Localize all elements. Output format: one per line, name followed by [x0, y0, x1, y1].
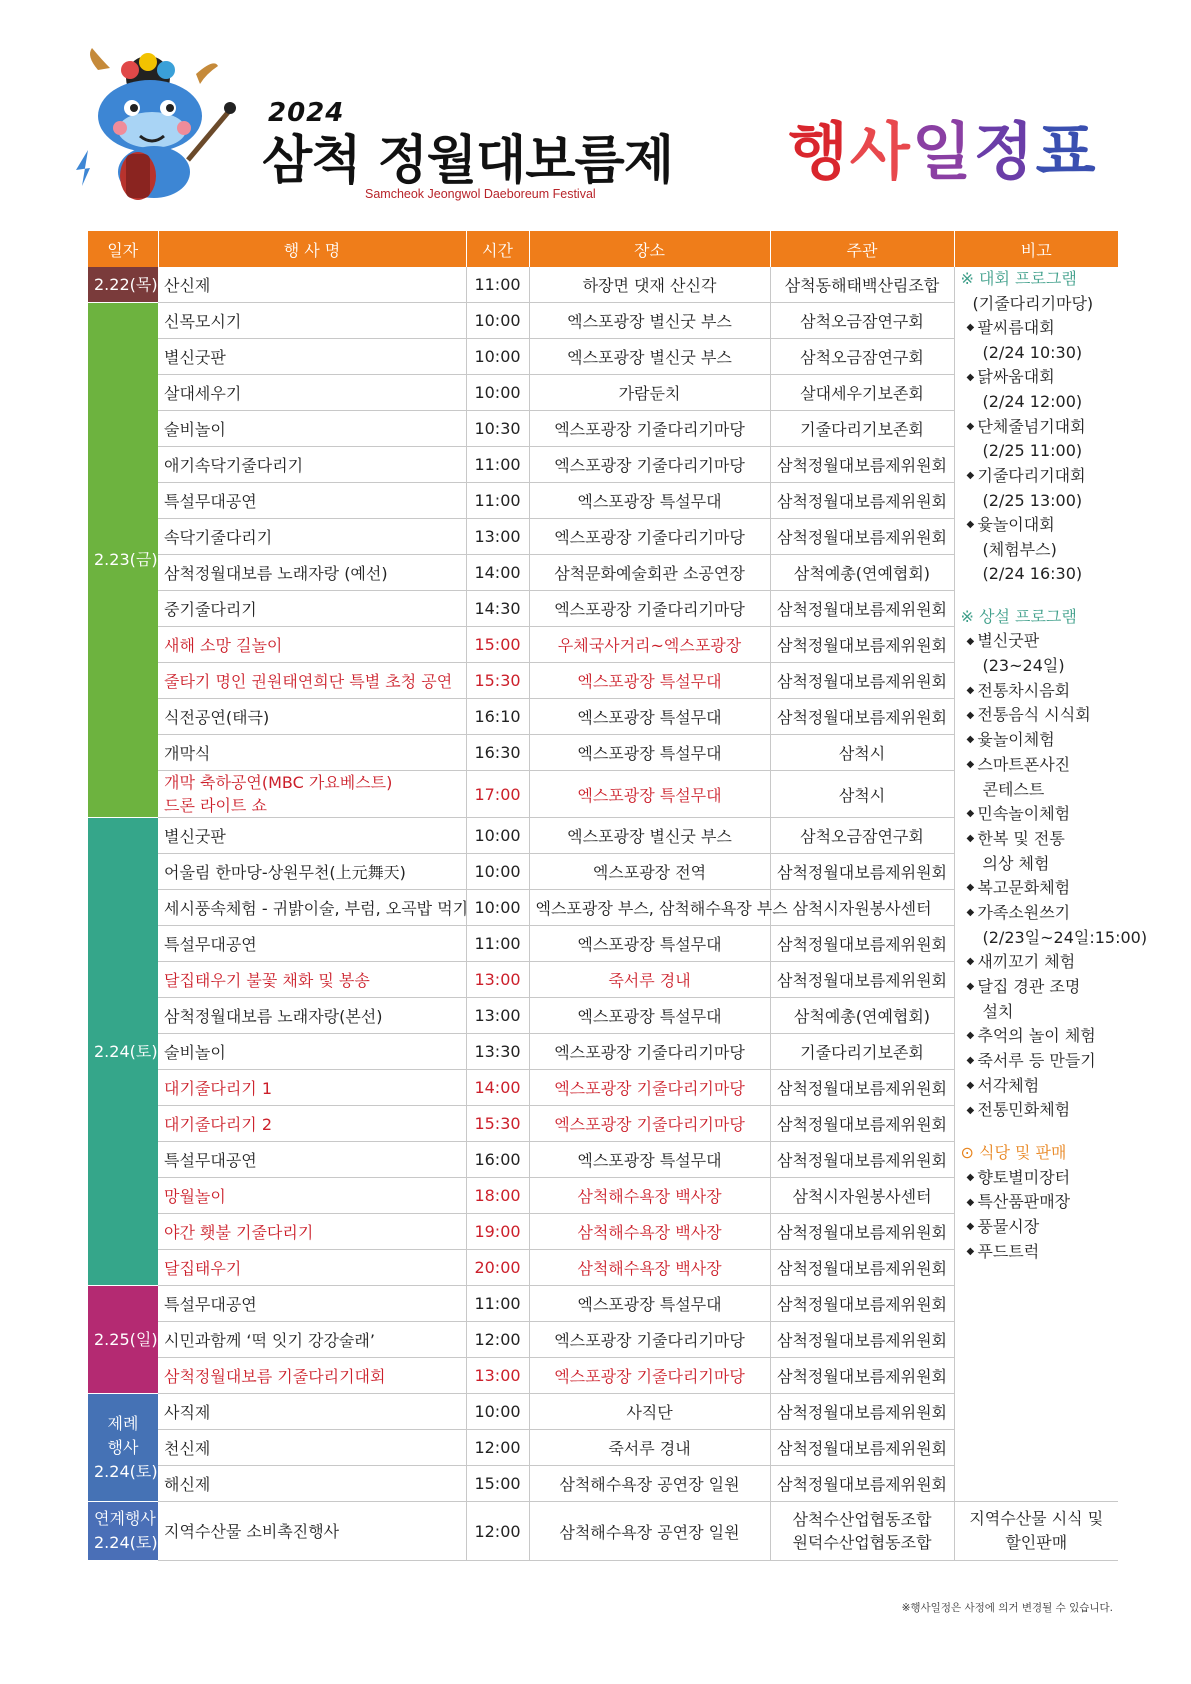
time-cell: 11:00 [466, 267, 529, 303]
host-cell: 기줄다리기보존회 [770, 411, 954, 447]
time-cell: 13:00 [466, 998, 529, 1034]
place-cell: 삼척해수욕장 공연장 일원 [529, 1466, 770, 1502]
place-cell: 엑스포광장 별신굿 부스 [529, 303, 770, 339]
host-cell: 삼척정월대보름제위원회 [770, 627, 954, 663]
host-cell: 삼척정월대보름제위원회 [770, 663, 954, 699]
regular-item: ◆ 새끼꼬기 체험 [961, 950, 1113, 975]
time-cell: 10:00 [466, 890, 529, 926]
time-cell: 14:30 [466, 591, 529, 627]
place-cell: 엑스포광장 별신굿 부스 [529, 339, 770, 375]
event-name-cell: 별신굿판 [158, 339, 466, 375]
host-line: 원덕수산업협동조합 [792, 1533, 932, 1553]
food-item: ◆ 특산품판매장 [961, 1190, 1113, 1215]
place-cell: 삼척해수욕장 백사장 [529, 1178, 770, 1214]
time-cell: 18:00 [466, 1178, 529, 1214]
regular-item: ◆ 한복 및 전통 [961, 827, 1113, 852]
regular-item: ◆ 윷놀이체험 [961, 728, 1113, 753]
regular-item: ◆ 죽서루 등 만들기 [961, 1049, 1113, 1074]
event-name-cell: 개막식 [158, 735, 466, 771]
contest-item-detail: (2/24 10:30) [982, 342, 1083, 362]
logo-title: 삼척 정월대보름제 [262, 130, 673, 191]
spacer [961, 1123, 1113, 1141]
regular-item: ◆ 추억의 놀이 체험 [961, 1024, 1113, 1049]
regular-item-detail: 의상 체험 [982, 853, 1050, 873]
time-cell: 14:00 [466, 555, 529, 591]
column-header-date: 일자 [88, 231, 158, 267]
place-cell: 삼척해수욕장 백사장 [529, 1250, 770, 1286]
host-cell: 삼척정월대보름제위원회 [770, 1142, 954, 1178]
contest-item-detail: (2/24 12:00) [982, 392, 1083, 411]
place-cell: 엑스포광장 특설무대 [529, 735, 770, 771]
host-cell: 삼척예총(연예협회) [770, 998, 954, 1034]
time-cell: 16:30 [466, 735, 529, 771]
time-cell: 16:10 [466, 699, 529, 735]
food-item: ◆ 풍물시장 [961, 1215, 1113, 1240]
event-name-cell: 시민과함께 ‘떡 잇기 강강술래’ [158, 1322, 466, 1358]
date-line: 2.24(토) [94, 1533, 158, 1553]
regular-item: ◆ 가족소원쓰기 [961, 901, 1113, 926]
title-char: 행 [788, 115, 850, 188]
place-cell: 삼척문화예술회관 소공연장 [529, 555, 770, 591]
event-name-cell: 특설무대공연 [158, 1286, 466, 1322]
table-row [88, 1502, 1118, 1561]
host-cell: 삼척시자원봉사센터 [770, 1178, 954, 1214]
date-line: 행사 [107, 1437, 139, 1457]
regular-program-title: ※ 상설 프로그램 [960, 606, 1077, 626]
place-cell: 엑스포광장 특설무대 [529, 998, 770, 1034]
host-cell: 삼척정월대보름제위원회 [770, 1394, 954, 1430]
time-cell: 10:00 [466, 818, 529, 854]
host-cell: 삼척오금잠연구회 [770, 303, 954, 339]
host-cell: 살대세우기보존회 [770, 375, 954, 411]
event-name-cell: 애기속닥기줄다리기 [158, 447, 466, 483]
place-cell: 엑스포광장 기줄다리기마당 [529, 1322, 770, 1358]
time-cell: 10:30 [466, 411, 529, 447]
host-line: 삼척수산업협동조합 [792, 1510, 932, 1530]
host-cell: 삼척시 [770, 771, 954, 818]
host-cell: 삼척정월대보름제위원회 [770, 699, 954, 735]
column-header-place: 장소 [529, 231, 770, 267]
host-cell: 삼척정월대보름제위원회 [770, 962, 954, 998]
regular-item: ◆ 별신굿판 [961, 629, 1113, 654]
date-line: 연계행사 [94, 1509, 156, 1529]
event-name-cell: 세시풍속체험 - 귀밝이술, 부럼, 오곡밥 먹기 [158, 890, 466, 926]
food-sales-title: ⊙ 식당 및 판매 [960, 1143, 1067, 1162]
contest-item-detail: (체험부스) [982, 539, 1057, 559]
event-name-cell: 삼척정월대보름 노래자랑 (예선) [158, 555, 466, 591]
place-cell: 엑스포광장 별신굿 부스 [529, 818, 770, 854]
host-cell: 삼척정월대보름제위원회 [770, 591, 954, 627]
place-cell: 가람둔치 [529, 375, 770, 411]
host-cell: 삼척정월대보름제위원회 [770, 1070, 954, 1106]
logo-year: 2024 [268, 98, 345, 128]
date-line: 제례 [107, 1413, 139, 1433]
host-cell: 삼척정월대보름제위원회 [770, 483, 954, 519]
host-cell: 기줄다리기보존회 [770, 1034, 954, 1070]
host-cell: 삼척예총(연예협회) [770, 555, 954, 591]
note-line: 할인판매 [1005, 1533, 1068, 1553]
footer-note: ※행사일정은 사정에 의거 변경될 수 있습니다. [901, 1602, 1113, 1614]
time-cell: 15:00 [466, 627, 529, 663]
host-cell: 삼척정월대보름제위원회 [770, 1250, 954, 1286]
column-header-time: 시간 [466, 231, 529, 267]
spacer [961, 587, 1113, 605]
contest-item-detail: (2/24 16:30) [982, 564, 1083, 584]
title-char: 정 [973, 115, 1036, 188]
column-header-host: 주관 [770, 231, 954, 267]
regular-item-detail: 콘테스트 [982, 779, 1045, 799]
column-header-note: 비고 [954, 231, 1118, 267]
time-cell: 16:00 [466, 1142, 529, 1178]
contest-program-title: ※ 대회 프로그램 [960, 269, 1077, 288]
host-cell: 삼척시 [770, 735, 954, 771]
event-name-cell: 특설무대공연 [158, 926, 466, 962]
place-cell: 하장면 댓재 산신각 [529, 267, 770, 303]
place-cell: 엑스포광장 전역 [529, 854, 770, 890]
event-name-cell: 중기줄다리기 [158, 591, 466, 627]
time-cell: 19:00 [466, 1214, 529, 1250]
place-cell: 엑스포광장 특설무대 [529, 663, 770, 699]
regular-item-detail: (2/23일~24일:15:00) [982, 927, 1148, 947]
regular-item: ◆ 복고문화체험 [961, 876, 1113, 901]
place-cell: 우체국사거리~엑스포광장 [529, 627, 770, 663]
note-line: 지역수산물 시식 및 [969, 1509, 1104, 1529]
notes-cell [954, 267, 1148, 1502]
place-cell: 삼척해수욕장 공연장 일원 [529, 1502, 770, 1561]
host-cell: 삼척오금잠연구회 [770, 339, 954, 375]
title-char: 일 [911, 115, 974, 188]
place-cell: 엑스포광장 기줄다리기마당 [529, 519, 770, 555]
schedule-table [88, 231, 1148, 1561]
place-cell: 엑스포광장 기줄다리기마당 [529, 591, 770, 627]
regular-item: ◆ 스마트폰사진 [961, 753, 1113, 778]
date-line: 2.24(토) [94, 1461, 158, 1481]
event-name-cell: 특설무대공연 [158, 1142, 466, 1178]
event-name-cell: 신목모시기 [158, 303, 466, 339]
time-cell: 17:00 [466, 771, 529, 818]
host-cell: 삼척정월대보름제위원회 [770, 1358, 954, 1394]
event-name-cell: 산신제 [158, 267, 466, 303]
contest-item: ◆ 닭싸움대회 [961, 365, 1113, 390]
host-cell: 삼척정월대보름제위원회 [770, 519, 954, 555]
event-name-cell: 망월놀이 [158, 1178, 466, 1214]
event-name-cell: 새해 소망 길놀이 [158, 627, 466, 663]
time-cell: 10:00 [466, 375, 529, 411]
place-cell: 엑스포광장 특설무대 [529, 483, 770, 519]
event-name-cell: 줄타기 명인 권원태연희단 특별 초청 공연 [158, 663, 466, 699]
time-cell: 11:00 [466, 926, 529, 962]
event-name-cell: 해신제 [158, 1466, 466, 1502]
time-cell: 14:00 [466, 1070, 529, 1106]
place-cell: 엑스포광장 기줄다리기마당 [529, 1070, 770, 1106]
contest-item: ◆ 윷놀이대회 [961, 513, 1113, 538]
host-cell: 삼척정월대보름제위원회 [770, 1214, 954, 1250]
host-cell: 삼척동해태백산림조합 [770, 267, 954, 303]
time-cell: 12:00 [466, 1502, 529, 1561]
event-name-cell: 사직제 [158, 1394, 466, 1430]
host-cell: 삼척정월대보름제위원회 [770, 1322, 954, 1358]
event-name-cell: 별신굿판 [158, 818, 466, 854]
place-cell: 엑스포광장 기줄다리기마당 [529, 1358, 770, 1394]
regular-item: ◆ 전통민화체험 [961, 1098, 1113, 1123]
event-name-cell: 살대세우기 [158, 375, 466, 411]
event-name-cell: 속닥기줄다리기 [158, 519, 466, 555]
host-cell: 삼척정월대보름제위원회 [770, 854, 954, 890]
regular-item: ◆ 전통차시음회 [961, 679, 1113, 704]
time-cell: 12:00 [466, 1430, 529, 1466]
time-cell: 10:00 [466, 339, 529, 375]
time-cell: 15:30 [466, 1106, 529, 1142]
place-cell: 삼척해수욕장 백사장 [529, 1214, 770, 1250]
event-name-cell: 달집태우기 불꽃 채화 및 봉송 [158, 962, 466, 998]
event-name-cell: 어울림 한마당-상원무천(上元舞天) [158, 854, 466, 890]
regular-item: ◆ 달집 경관 조명 [961, 975, 1113, 1000]
host-cell: 삼척정월대보름제위원회 [770, 1466, 954, 1502]
event-name-cell: 특설무대공연 [158, 483, 466, 519]
place-cell: 죽서루 경내 [529, 1430, 770, 1466]
host-cell [770, 1502, 954, 1561]
time-cell: 11:00 [466, 1286, 529, 1322]
host-cell: 삼척정월대보름제위원회 [770, 1286, 954, 1322]
event-name-cell: 식전공연(태극) [158, 699, 466, 735]
note-cell [954, 1502, 1118, 1561]
time-cell: 11:00 [466, 447, 529, 483]
event-name-cell: 술비놀이 [158, 1034, 466, 1070]
place-cell: 사직단 [529, 1394, 770, 1430]
contest-item: ◆ 단체줄넘기대회 [961, 415, 1113, 440]
place-cell: 엑스포광장 기줄다리기마당 [529, 1106, 770, 1142]
contest-item: ◆ 기줄다리기대회 [961, 464, 1113, 489]
event-name-cell: 야간 횃불 기줄다리기 [158, 1214, 466, 1250]
contest-item-detail: (2/25 11:00) [982, 441, 1083, 461]
date-cell: 2.22(목) [88, 267, 158, 303]
time-cell: 15:00 [466, 1466, 529, 1502]
schedule-body [88, 267, 1148, 1561]
place-cell: 엑스포광장 기줄다리기마당 [529, 1034, 770, 1070]
host-cell: 삼척정월대보름제위원회 [770, 1430, 954, 1466]
title-char: 사 [849, 115, 912, 188]
event-name-cell: 대기줄다리기 2 [158, 1106, 466, 1142]
time-cell: 12:00 [466, 1322, 529, 1358]
time-cell: 20:00 [466, 1250, 529, 1286]
place-cell: 엑스포광장 기줄다리기마당 [529, 411, 770, 447]
event-name-cell: 지역수산물 소비촉진행사 [158, 1502, 466, 1561]
regular-item: ◆ 민속놀이체험 [961, 802, 1113, 827]
host-cell: 삼척시자원봉사센터 [770, 890, 954, 926]
event-name-cell: 삼척정월대보름 기줄다리기대회 [158, 1358, 466, 1394]
contest-item: ◆ 팔씨름대회 [961, 316, 1113, 341]
food-item: ◆ 향토별미장터 [961, 1166, 1113, 1191]
date-cell [88, 1394, 158, 1502]
place-cell: 엑스포광장 특설무대 [529, 1142, 770, 1178]
place-cell: 엑스포광장 특설무대 [529, 926, 770, 962]
date-cell: 2.24(토) [88, 818, 158, 1286]
food-item: ◆ 푸드트럭 [961, 1240, 1113, 1265]
event-name-line: 드론 라이트 쇼 [164, 796, 267, 816]
place-cell: 엑스포광장 기줄다리기마당 [529, 447, 770, 483]
regular-item: ◆ 서각체험 [961, 1074, 1113, 1099]
host-cell: 삼척정월대보름제위원회 [770, 1106, 954, 1142]
mascot-logo-icon [68, 50, 238, 210]
event-name-line: 개막 축하공연(MBC 가요베스트) [164, 773, 393, 792]
event-name-cell: 대기줄다리기 1 [158, 1070, 466, 1106]
event-name-cell: 천신제 [158, 1430, 466, 1466]
host-cell: 삼척정월대보름제위원회 [770, 926, 954, 962]
date-cell: 2.25(일) [88, 1286, 158, 1394]
event-name-cell: 달집태우기 [158, 1250, 466, 1286]
time-cell: 10:00 [466, 854, 529, 890]
column-header-event: 행 사 명 [158, 231, 466, 267]
date-cell [88, 1502, 158, 1561]
logo-subtitle: Samcheok Jeongwol Daeboreum Festival [365, 187, 596, 201]
time-cell: 13:00 [466, 519, 529, 555]
place-cell: 엑스포광장 부스, 삼척해수욕장 부스 [529, 890, 770, 926]
host-cell: 삼척정월대보름제위원회 [770, 447, 954, 483]
regular-item-detail: (23~24일) [982, 656, 1065, 675]
regular-item: ◆ 전통음식 시식회 [961, 703, 1113, 728]
title-char: 표 [1035, 115, 1098, 188]
contest-program-subtitle: (기줄다리기마당) [972, 293, 1094, 313]
header [0, 0, 1191, 220]
time-cell: 10:00 [466, 1394, 529, 1430]
time-cell: 11:00 [466, 483, 529, 519]
host-cell: 삼척오금잠연구회 [770, 818, 954, 854]
event-name-cell [158, 771, 466, 818]
place-cell: 엑스포광장 특설무대 [529, 771, 770, 818]
place-cell: 엑스포광장 특설무대 [529, 699, 770, 735]
regular-item-detail: 설치 [982, 1001, 1014, 1021]
place-cell: 죽서루 경내 [529, 962, 770, 998]
event-name-cell: 삼척정월대보름 노래자랑(본선) [158, 998, 466, 1034]
time-cell: 13:00 [466, 962, 529, 998]
time-cell: 13:30 [466, 1034, 529, 1070]
time-cell: 10:00 [466, 303, 529, 339]
date-cell: 2.23(금) [88, 303, 158, 818]
table-header-row [88, 231, 1118, 267]
time-cell: 13:00 [466, 1358, 529, 1394]
place-cell: 엑스포광장 특설무대 [529, 1286, 770, 1322]
table-row [88, 267, 1118, 303]
event-name-cell: 술비놀이 [158, 411, 466, 447]
page-title [788, 102, 1098, 191]
contest-item-detail: (2/25 13:00) [982, 490, 1083, 510]
time-cell: 15:30 [466, 663, 529, 699]
